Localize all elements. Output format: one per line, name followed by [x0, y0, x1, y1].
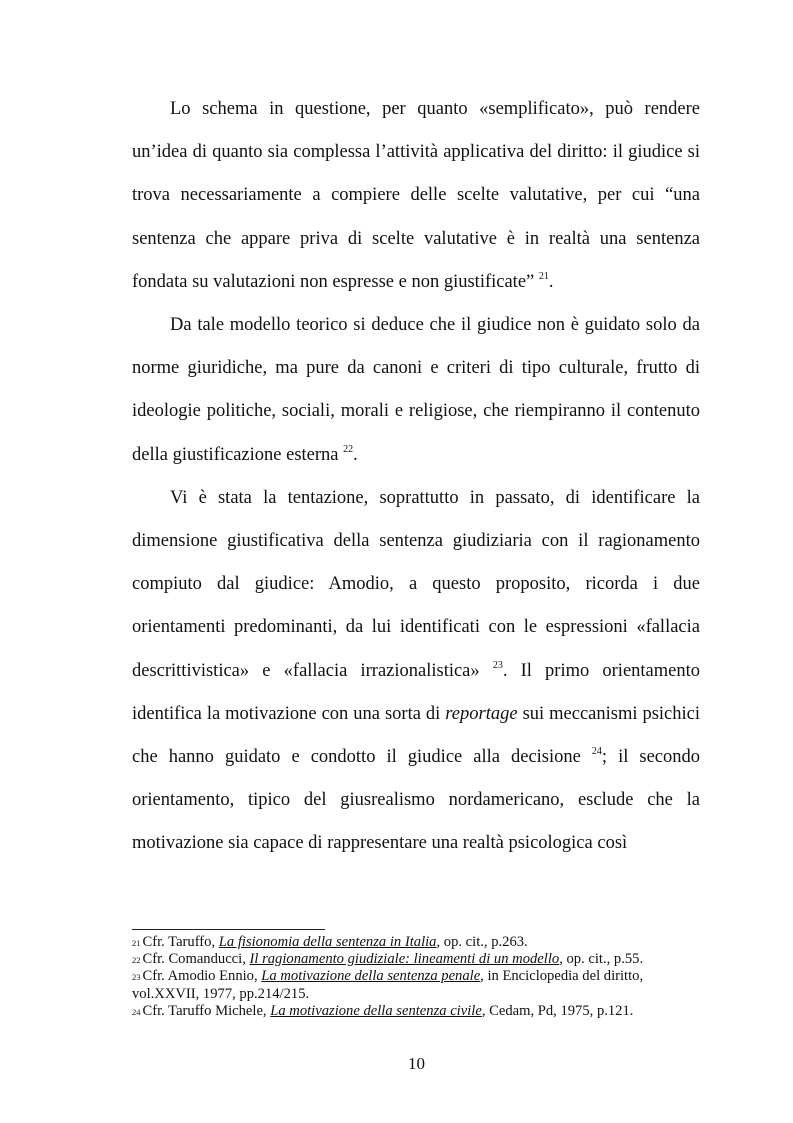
footnote-ref-22: 22 — [343, 443, 354, 455]
footnote-cited-title: La motivazione della sentenza penale — [261, 968, 481, 985]
footnote-text: Cfr. Taruffo, — [142, 934, 216, 950]
italic-term-reportage: reportage — [445, 703, 518, 724]
footnote-text: , Cedam, Pd, 1975, p.121. — [481, 1002, 634, 1019]
body-text — [132, 88, 700, 866]
footnote-ref-21: 21 — [538, 270, 549, 282]
footnote-24 — [132, 1003, 700, 1020]
footnote-ref-24: 24 — [591, 746, 602, 758]
footnote-ref-23: 23 — [492, 659, 503, 671]
footnote-number: 24 — [132, 1006, 141, 1017]
footnote-21 — [132, 934, 700, 951]
footnote-text: , in Enciclopedia del diritto, vol.XXVII, 1977, pp.214/215. — [132, 968, 644, 1002]
paragraph-3-part-a: Vi è stata la tentazione, soprattutto in passato, di identificare la dimensione giustificativa della sentenza giudiziaria con il ragionamento compiuto dal giudice: Amodio, a questo proposito, ricorda i due orientamenti predominanti, da lui identificati con le espressioni «fallacia descrittivistica» e «fallacia irrazionalistica» — [132, 487, 700, 681]
paragraph-3-part-d: ; il secondo orientamento, tipico del giusrealismo nordamericano, esclude che la motivazione sia capace di rappresentare una realtà psicologica così — [132, 747, 701, 854]
footnote-23 — [132, 968, 700, 1002]
paragraph-1 — [132, 88, 700, 304]
footnote-text: , op. cit., p.55. — [559, 951, 644, 968]
paragraph-3-part-c: sui meccanismi psichici che hanno guidato e condotto il giudice alla decisione — [132, 703, 701, 768]
paragraph-2-end: . — [353, 444, 358, 465]
paragraph-1-end: . — [548, 271, 554, 292]
page-number: 10 — [408, 1054, 425, 1073]
footnote-text: Cfr. Comanducci, — [142, 951, 246, 968]
paragraph-1-text: Lo schema in questione, per quanto «semplificato», può rendere un’idea di quanto sia complessa l’attività applicativa del diritto: il giudice si trova necessariamente a compiere delle scelte valutative, per cui “una sentenza che appare priva di scelte valutative è in realtà una sentenza fondata su valutazioni non espresse e non giustificate” — [132, 99, 700, 292]
paragraph-2-text: Da tale modello teorico si deduce che il giudice non è guidato solo da norme giuridiche, ma pure da canoni e criteri di tipo culturale, frutto di ideologie politiche, sociali, morali e religiose, che riempiranno il contenuto della giustificazione esterna — [132, 315, 700, 465]
footnote-cited-title: Il ragionamento giudiziale: lineamenti di un modello — [249, 951, 560, 968]
footnote-22 — [132, 951, 700, 968]
paragraph-2 — [132, 304, 700, 477]
footnote-cited-title: La motivazione della sentenza civile — [270, 1002, 482, 1019]
footnote-number: 22 — [132, 955, 141, 966]
footnote-cited-title: La fisionomia della sentenza in Italia — [218, 934, 437, 950]
footnote-separator — [132, 929, 325, 930]
footnote-text: Cfr. Taruffo Michele, — [142, 1002, 267, 1019]
footnotes-section — [132, 934, 700, 1020]
footnote-number: 21 — [132, 938, 141, 948]
paragraph-3 — [132, 477, 700, 866]
footnote-number: 23 — [132, 972, 141, 983]
paragraph-3-part-b: . Il primo orientamento identifica la motivazione con una sorta di — [132, 660, 700, 724]
footnote-text: Cfr. Amodio Ennio, — [142, 968, 258, 985]
footnote-text: , op. cit., p.263. — [436, 934, 528, 950]
